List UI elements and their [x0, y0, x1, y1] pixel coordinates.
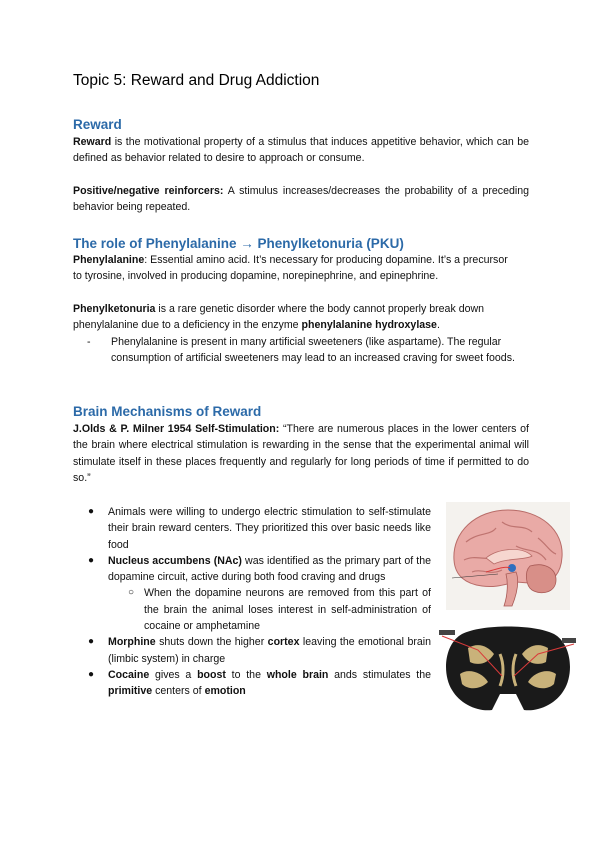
label-left	[439, 630, 455, 635]
term-enzyme: phenylalanine hydroxylase	[301, 319, 437, 332]
sub-bullet-marker: ○	[128, 587, 135, 599]
term-phenylketonuria: Phenylketonuria	[73, 303, 156, 315]
pku-heading: The role of Phenylalanine → Phenylketonuria (PKU)	[73, 236, 404, 251]
list-item: ● Nucleus accumbens (NAc) was identified as the primary part of the dopamine circuit, active during both food craving and drugs ○ When the dopamine neurons are removed from this part of the brain the animal loses interest in self-administration of cocaine or amphetamine	[73, 553, 431, 634]
bullet-marker: ●	[88, 668, 95, 680]
term-reward: Reward	[73, 136, 112, 148]
phenylalanine-definition: Phenylalanine: Essential amino acid. It’s necessary for producing dopamine. It’s a precursor to tyrosine, involved in producing dopamine, norepinephrine, and epinephrine.	[73, 254, 508, 283]
list-item: ● Animals were willing to undergo electric stimulation to self-stimulate their brain reward centers. They prioritized this over basic needs like food	[88, 506, 431, 551]
term-phenylalanine: Phenylalanine	[73, 254, 145, 266]
list-item: ● Cocaine gives a boost to the whole brain ands stimulates the primitive centers of emotion	[88, 668, 432, 698]
list-item: ○ When the dopamine neurons are removed from this part of the brain the animal loses interest in self-administration of cocaine or amphetamine	[128, 587, 431, 633]
coronal-brain-image	[438, 624, 578, 716]
reward-definition: Reward is the motivational property of a stimulus that induces appetitive behavior, which can be defined as behavior related to desire to approach or consume.	[73, 136, 529, 165]
brain-mechanisms-heading: Brain Mechanisms of Reward	[73, 404, 262, 419]
reward-heading: Reward	[73, 117, 122, 132]
label-right	[562, 638, 576, 643]
list-item: ● Morphine shuts down the higher cortex leaving the emotional brain (limbic system) in charge	[88, 636, 431, 665]
reward-bullet-list	[73, 504, 431, 700]
term-reinforcers: Positive/negative reinforcers:	[73, 185, 224, 197]
cerebellum-shape	[526, 565, 556, 593]
bullet-marker: ●	[88, 506, 95, 517]
pku-definition: Phenylketonuria is a rare genetic disorder where the body cannot properly break down phenylalanine due to a deficiency in the enzyme phenylalanine hydroxylase.	[73, 303, 485, 332]
dash-marker: -	[87, 336, 91, 348]
bullet-marker: ●	[88, 636, 95, 648]
term-olds-milner: J.Olds & P. Milner 1954 Self-Stimulation:	[73, 423, 280, 435]
bullet-marker: ●	[88, 554, 95, 566]
reinforcers-definition: Positive/negative reinforcers: A stimulus increases/decreases the probability of a preceding behavior being repeated.	[73, 185, 529, 214]
sagittal-brain-image	[446, 502, 570, 610]
sub-list	[108, 585, 431, 634]
page-title: Topic 5: Reward and Drug Addiction	[73, 72, 320, 89]
sweetener-note-text: Phenylalanine is present in many artificial sweeteners (like aspartame). The regular consumption of artificial sweeteners may lead to an increased craving for sweet foods.	[111, 336, 515, 365]
olds-milner-quote: J.Olds & P. Milner 1954 Self-Stimulation: “There are numerous places in the lower centers of the brain where electrical stimulation is rewarding in the sense that the experimental animal will stimulate itself in these places frequently and regularly for long periods of time if permitted to do so.”	[73, 423, 529, 484]
